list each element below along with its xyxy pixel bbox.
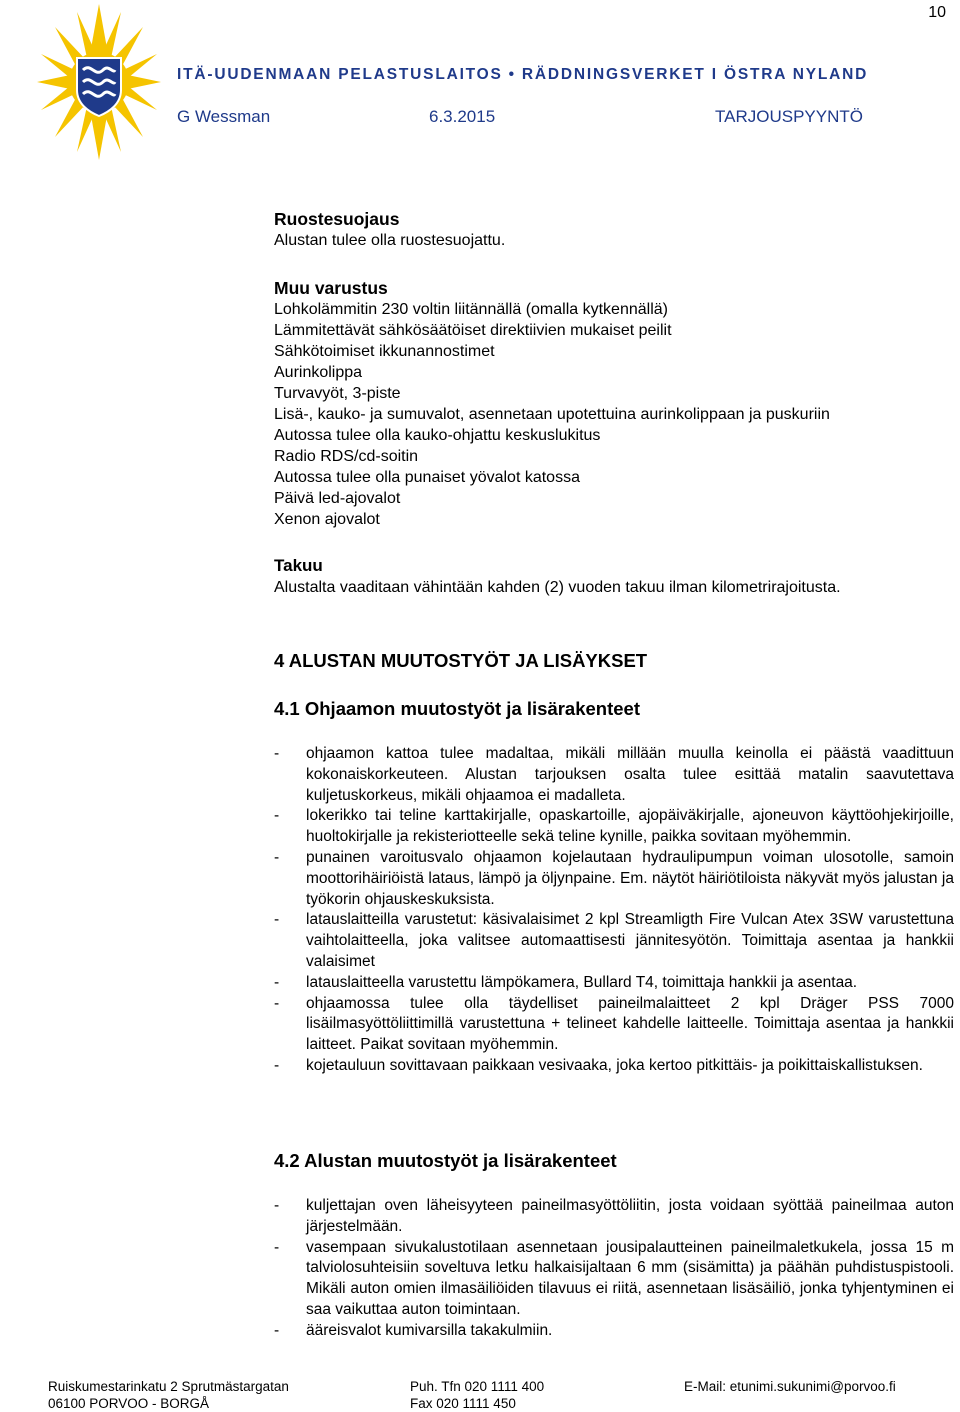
footer-address-line1: Ruiskumestarinkatu 2 Sprutmästargatan (48, 1379, 289, 1394)
org-name-sv: RÄDDNINGSVERKET I ÖSTRA NYLAND (521, 66, 869, 83)
footer-address-line2: 06100 PORVOO - BORGÅ (48, 1396, 210, 1411)
list-item: - ohjaamossa tulee olla täydelliset paineilmalaitteet 2 kpl Dräger PSS 7000 lisäilmasyöttöliittimillä varustettuna + telineet kahdelle laitteelle. Toimittaja asentaa ja hankkii laitteet. Paikat sovitaan myöhemmin. (274, 994, 954, 1056)
list-item: - ääreisvalot kumivarsilla takakulmiin. (274, 1321, 954, 1342)
list-item: Radio RDS/cd-soitin (274, 448, 419, 465)
footer-email: E-Mail: etunimi.sukunimi@porvoo.fi (684, 1379, 896, 1394)
list-item: - kuljettajan oven läheisyyteen paineilmasyöttöliitin, josta voidaan syöttää paineilmaa auton järjestelmään. (274, 1196, 954, 1238)
list-item: - lokerikko tai teline karttakirjalle, opaskartoille, ajopäiväkirjalle, ajoneuvon käyttöohjekirjoille, huoltokirjalle ja rekisteriotteelle sekä teline kynille, paikka sovitaan myöhemmin. (274, 806, 954, 848)
list-item: Lohkolämmitin 230 voltin liitännällä (omalla kytkennällä) (274, 301, 668, 318)
section-muu-varustus (274, 277, 954, 530)
list-item: - ohjaamon kattoa tulee madaltaa, mikäli millään muulla keinolla ei päästä vaadittuun kokonaiskorkeuteen. Alustan tarjouksen osalta tulee esittää matalin saavutettava kuljetuskorkeus, mikäli ohjaamoa ei madalleta. (274, 744, 954, 806)
list-item: - latauslaitteilla varustetut: käsivalaisimet 2 kpl Streamligth Fire Vulcan Atex 3SW varustettuna vaihtolaitteella, joka valitsee automaattisesti jännitesyötön. Toimittaja asentaa ja hankkii valaisimet (274, 910, 954, 972)
section-4-1-heading: 4.1 Ohjaamon muutostyöt ja lisärakenteet (274, 698, 640, 719)
organization-name (177, 66, 868, 84)
footer-address (48, 1378, 289, 1412)
org-name-fi: ITÄ-UUDENMAAN PELASTUSLAITOS (177, 66, 503, 83)
list-item: Turvavyöt, 3-piste (274, 385, 401, 402)
section-text: Alustan tulee olla ruostesuojattu. (274, 232, 506, 249)
list-item: - latauslaitteella varustettu lämpökamera, Bullard T4, toimittaja hankkii ja asentaa. (274, 973, 954, 994)
page-number: 10 (928, 4, 946, 21)
document-type: TARJOUSPYYNTÖ (715, 107, 863, 126)
section-title: Takuu (274, 556, 323, 575)
footer-phone-number: Puh. Tfn 020 1111 400 (410, 1379, 545, 1394)
list-item: Lisä-, kauko- ja sumuvalot, asennetaan upotettuina aurinkolippaan ja puskuriin (274, 406, 830, 423)
list-item: Päivä led-ajovalot (274, 490, 401, 507)
section-text: Alustalta vaaditaan vähintään kahden (2) vuoden takuu ilman kilometrirajoitusta. (274, 579, 841, 596)
footer-phone (410, 1378, 544, 1412)
list-item: Xenon ajovalot (274, 511, 380, 528)
list-item: - vasempaan sivukalustotilaan asennetaan jousipalautteinen paineilmaletkukela, jossa 15 m talviolosuhteisiin soveltuva letku halkaisijaltaan 6 mm (sisämitta) ja päähän puhdistuspistooli. Mikäli auton omien ilmasäiliöiden tilavuus ei riitä, asennetaan lisäsäiliö, jonka tyhjentyminen ei saa vaikuttaa auton toimintaan. (274, 1238, 954, 1321)
list-item: Sähkötoimiset ikkunannostimet (274, 343, 495, 360)
section-4-2-list (274, 1196, 954, 1342)
section-4-1-list (274, 744, 954, 1077)
list-item: Autossa tulee olla kauko-ohjattu keskuslukitus (274, 427, 601, 444)
section-takuu (274, 555, 954, 598)
list-item: - punainen varoitusvalo ohjaamon kojelautaan hydraulipumpun voiman ulosotolle, samoin moottorihäiriöistä lataus, lämpö ja öljynpaine. Em. näytöt häiriötiloista näkyvät myös jalustan ja työkorin ohjauskeskuksista. (274, 848, 954, 910)
list-item: Aurinkolippa (274, 364, 363, 381)
document-date: 6.3.2015 (429, 107, 496, 126)
author: G Wessman (177, 107, 271, 126)
section-title: Ruostesuojaus (274, 209, 400, 229)
section-4-2-heading: 4.2 Alustan muutostyöt ja lisärakenteet (274, 1150, 617, 1171)
rescue-service-star-logo (37, 4, 161, 160)
footer-fax-number: Fax 020 1111 450 (410, 1396, 516, 1411)
list-item: - kojetauluun sovittavaan paikkaan vesivaaka, joka kertoo pitkittäis- ja poikittaiskallistuksen. (274, 1056, 954, 1077)
chapter-4-heading: 4 ALUSTAN MUUTOSTYÖT JA LISÄYKSET (274, 650, 648, 671)
org-separator: • (508, 66, 516, 83)
section-ruostesuojaus (274, 208, 954, 251)
section-title: Muu varustus (274, 278, 388, 298)
list-item: Lämmitettävät sähkösäätöiset direktiivien mukaiset peilit (274, 322, 672, 339)
list-item: Autossa tulee olla punaiset yövalot katossa (274, 469, 580, 486)
